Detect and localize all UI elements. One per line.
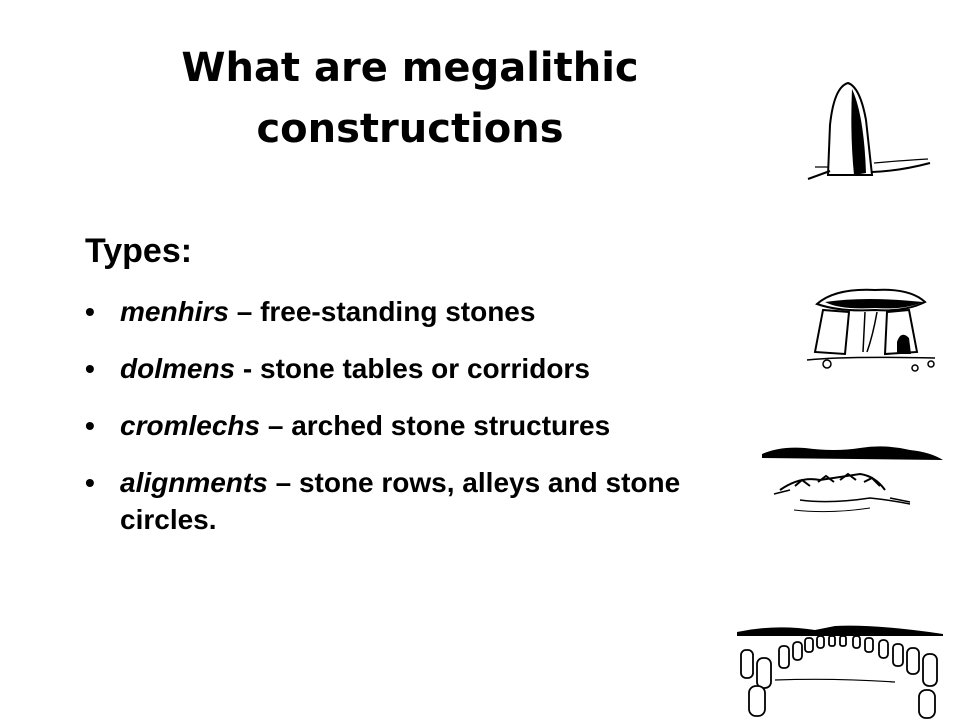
item-term: cromlechs <box>120 410 261 441</box>
list-item-cromlechs <box>85 407 705 444</box>
bullet: • <box>85 467 95 498</box>
list-item-alignments <box>85 464 705 538</box>
item-term: menhirs <box>120 296 229 327</box>
item-term: alignments <box>120 467 268 498</box>
item-description: - stone tables or corridors <box>235 353 590 384</box>
types-list <box>85 293 705 558</box>
bullet: • <box>85 410 95 441</box>
cromlech-illustration <box>760 440 945 525</box>
list-item-dolmens <box>85 350 705 387</box>
alignment-illustration <box>735 620 945 720</box>
bullet: • <box>85 296 95 327</box>
item-term: dolmens <box>120 353 236 384</box>
title-line-1: What are megalithic <box>181 45 639 91</box>
item-description: – free-standing stones <box>228 296 536 327</box>
title-line-2: constructions <box>256 106 564 152</box>
types-heading: Types: <box>85 232 193 270</box>
list-item-menhirs <box>85 293 705 330</box>
menhir-illustration <box>800 75 940 190</box>
slide-title <box>60 38 760 160</box>
item-description: – arched stone structures <box>260 410 611 441</box>
dolmen-illustration <box>805 280 940 380</box>
bullet: • <box>85 353 95 384</box>
item-description: – stone rows, alleys and stone circles. <box>120 467 681 535</box>
